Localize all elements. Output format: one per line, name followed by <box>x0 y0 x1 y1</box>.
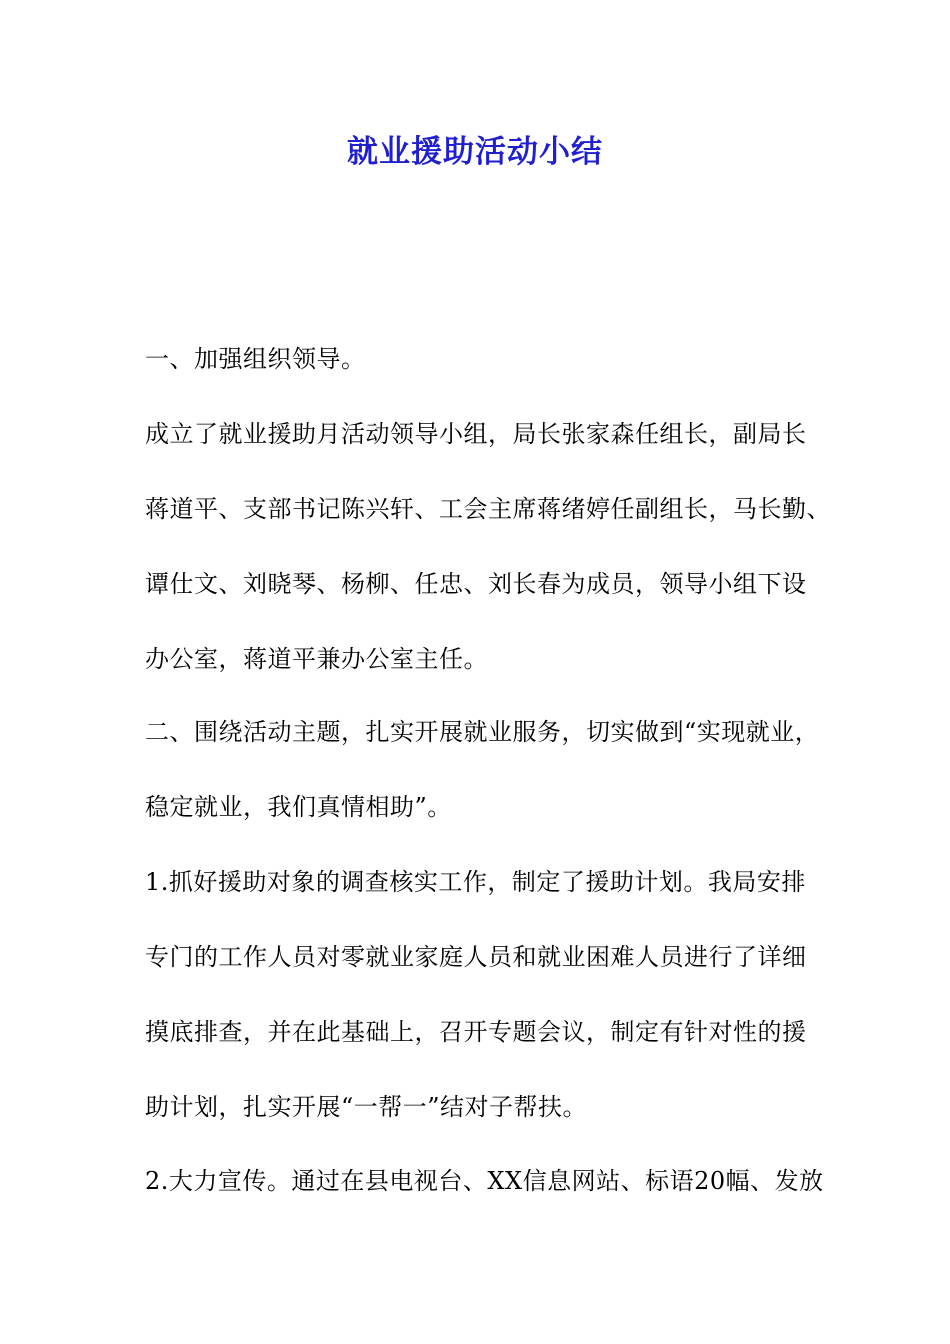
document-title: 就业援助活动小结 <box>347 134 603 170</box>
paragraph-line: 成立了就业援助月活动领导小组，局长张家森任组长，副局长 <box>145 420 807 448</box>
section-heading-2-cont: 稳定就业，我们真情相助”。 <box>145 793 452 821</box>
paragraph-line: 2.大力宣传。通过在县电视台、XX信息网站、标语20幅、发放 <box>145 1167 824 1195</box>
paragraph-line: 蒋道平、支部书记陈兴轩、工会主席蒋绪婷任副组长，马长勤、 <box>145 495 831 523</box>
paragraph-line: 谭仕文、刘晓琴、杨柳、任忠、刘长春为成员，领导小组下设 <box>145 570 807 598</box>
paragraph-line: 1.抓好援助对象的调查核实工作，制定了援助计划。我局安排 <box>145 868 806 896</box>
paragraph-line: 助计划，扎实开展“一帮一”结对子帮扶。 <box>145 1093 588 1121</box>
paragraph-line: 专门的工作人员对零就业家庭人员和就业困难人员进行了详细 <box>145 943 807 971</box>
paragraph-line: 摸底排查，并在此基础上，召开专题会议，制定有针对性的援 <box>145 1018 807 1046</box>
paragraph-line: 办公室，蒋道平兼办公室主任。 <box>145 645 488 673</box>
section-heading-2: 二、围绕活动主题，扎实开展就业服务，切实做到“实现就业， <box>145 718 820 746</box>
section-heading-1: 一、加强组织领导。 <box>145 345 366 373</box>
